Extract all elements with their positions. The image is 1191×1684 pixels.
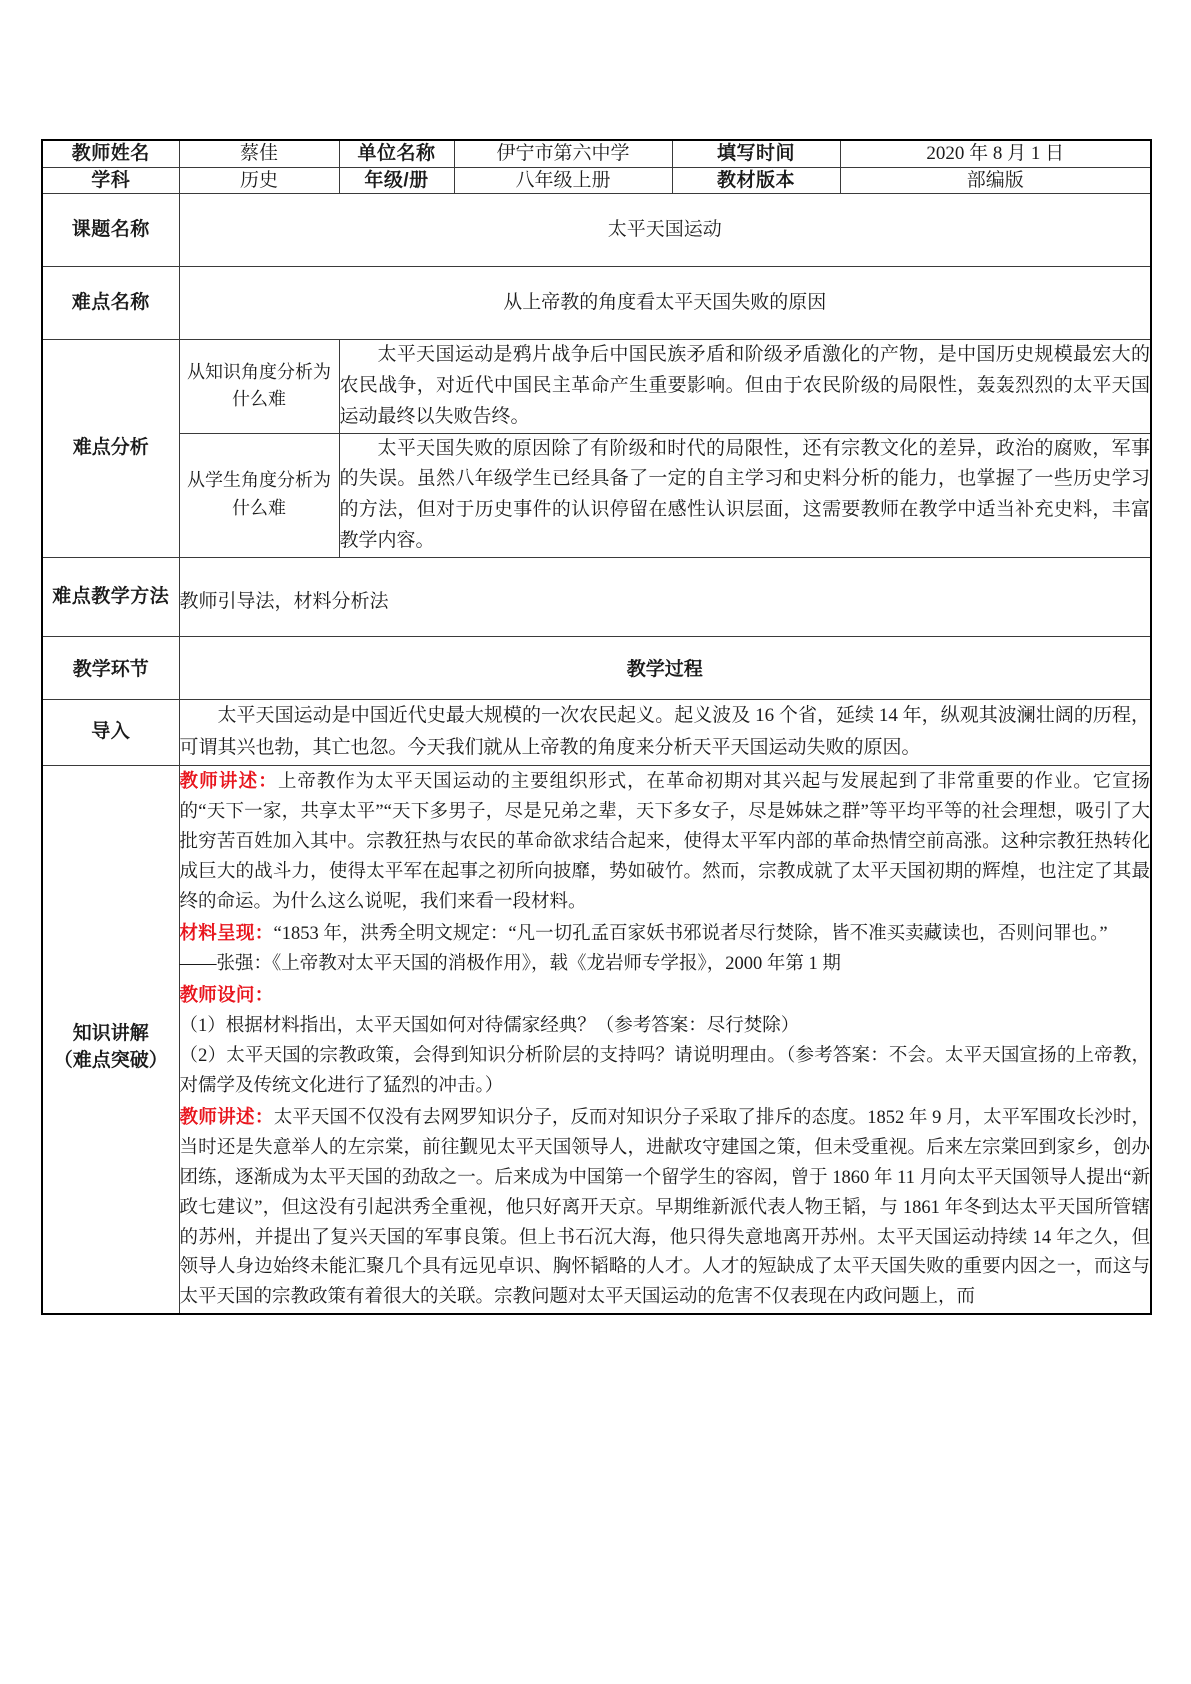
knowledge-paragraph xyxy=(180,766,1151,918)
table-row-teaching-method xyxy=(42,557,1151,636)
topic-label: 课题名称 xyxy=(42,194,179,267)
knowledge-paragraph xyxy=(180,950,1151,980)
paragraph-text: ——张强：《上帝教对太平天国的消极作用》，载《龙岩师专学报》，2000 年第 1 期 xyxy=(179,953,841,974)
fill-time-value: 2020 年 8 月 1 日 xyxy=(840,140,1151,167)
subject-label: 学科 xyxy=(42,167,179,194)
knowledge-explain-label-line2: （难点突破） xyxy=(53,1049,168,1071)
grade-volume-value: 八年级上册 xyxy=(454,167,672,194)
table-row-topic xyxy=(42,194,1151,267)
knowledge-paragraph xyxy=(180,1012,1151,1042)
table-row-subject-info xyxy=(42,167,1151,194)
textbook-version-value: 部编版 xyxy=(840,167,1151,194)
knowledge-explain-content xyxy=(179,765,1151,1314)
table-row-difficulty-name xyxy=(42,267,1151,340)
paragraph: 太平天国运动是鸦片战争后中国民族矛盾和阶级矛盾激化的产物，是中国历史规模最宏大的农民战争，对近代中国民主革命产生重要影响。但由于农民阶级的局限性，轰轰烈烈的太平天国运动最终以失败告终。 xyxy=(339,344,1150,427)
paragraph-tag: 教师讲述： xyxy=(179,769,278,791)
grade-volume-label: 年级/册 xyxy=(339,167,454,194)
knowledge-explain-blocks xyxy=(180,766,1151,1313)
knowledge-paragraph xyxy=(180,1042,1151,1102)
paragraph-text: “1853 年，洪秀全明文规定：“凡一切孔孟百家妖书邪说者尽行焚除，皆不准买卖藏读也，否则问罪也。” xyxy=(273,923,1108,944)
textbook-version-label: 教材版本 xyxy=(672,167,840,194)
table-row-difficulty-analysis-student xyxy=(42,433,1151,557)
knowledge-paragraph xyxy=(180,1102,1151,1314)
difficulty-name-label: 难点名称 xyxy=(42,267,179,340)
paragraph-text: （2）太平天国的宗教政策，会得到知识分析阶层的支持吗？请说明理由。（参考答案：不会。太平天国宣扬的上帝教，对儒学及传统文化进行了猛烈的冲击。） xyxy=(179,1045,1150,1096)
difficulty-analysis-label: 难点分析 xyxy=(42,340,179,557)
teacher-name-label: 教师姓名 xyxy=(42,140,179,167)
unit-name-label: 单位名称 xyxy=(339,140,454,167)
table-row-difficulty-analysis-knowledge xyxy=(42,340,1151,433)
introduction-label: 导入 xyxy=(42,699,179,765)
paragraph: 太平天国失败的原因除了有阶级和时代的局限性，还有宗教文化的差异，政治的腐败，军事的失误。虽然八年级学生已经具备了一定的自主学习和史料分析的能力，也掌握了一些历史学习的方法，但对于历史事件的认识停留在感性认识层面，这需要教师在教学中适当补充史料，丰富教学内容。 xyxy=(339,437,1150,551)
teaching-method-label: 难点教学方法 xyxy=(42,557,179,636)
teaching-process-label: 教学过程 xyxy=(179,636,1151,699)
knowledge-explain-label-line1: 知识讲解 xyxy=(72,1023,149,1045)
teaching-stage-label: 教学环节 xyxy=(42,636,179,699)
paragraph-tag: 教师设问： xyxy=(179,983,274,1005)
difficulty-analysis-sub-label-knowledge: 从知识角度分析为什么难 xyxy=(179,340,339,433)
table-row-introduction xyxy=(42,699,1151,765)
paragraph: 太平天国运动是中国近代史最大规模的一次农民起义。起义波及 16 个省，延续 14 年，纵观其波澜壮阔的历程，可谓其兴也勃，其亡也忽。今天我们就从上帝教的角度来分析天平天国运动失败的原因。 xyxy=(179,704,1150,759)
unit-name-value: 伊宁市第六中学 xyxy=(454,140,672,167)
table-row-process-header xyxy=(42,636,1151,699)
paragraph-text: 太平天国不仅没有去网罗知识分子，反而对知识分子采取了排斥的态度。1852 年 9 月，太平军围攻长沙时，当时还是失意举人的左宗棠，前往觐见太平天国领导人，进献攻守建国之策，但未受重视。后来左宗棠回到家乡，创办团练，逐渐成为太平天国的劲敌之一。后来成为中国第一个留学生的容闳，曾于 1860 年 11 月向太平天国领导人提出“新政七建议”，但这没有引起洪秀全重视，他只好离开天京。早期维新派代表人物王韬，与 1861 年冬到达太平天国所管辖的苏州，并提出了复兴天国的军事良策。但上书石沉大海，他只得失意地离开苏州。太平天国运动持续 14 年之久，但领导人身边始终未能汇聚几个具有远见卓识、胸怀韬略的人才。人才的短缺成了太平天国失败的重要内因之一，而这与太平天国的宗教政策有着很大的关联。宗教问题对太平天国运动的危害不仅表现在内政问题上，而 xyxy=(179,1107,1150,1308)
introduction-text xyxy=(179,699,1151,765)
knowledge-explain-label xyxy=(42,765,179,1314)
paragraph-text: 上帝教作为太平天国运动的主要组织形式，在革命初期对其兴起与发展起到了非常重要的作业。它宣扬的“天下一家，共享太平”“天下多男子，尽是兄弟之辈，天下多女子，尽是姊妹之群”等平均平等的社会理想，吸引了大批穷苦百姓加入其中。宗教狂热与农民的革命欲求结合起来，使得太平军内部的革命热情空前高涨。这种宗教狂热转化成巨大的战斗力，使得太平军在起事之初所向披靡，势如破竹。然而，宗教成就了太平天国初期的辉煌，也注定了其最终的命运。为什么这么说呢，我们来看一段材料。 xyxy=(179,771,1150,912)
paragraph-text: （1）根据材料指出，太平天国如何对待儒家经典？（参考答案：尽行焚除） xyxy=(179,1015,800,1036)
paragraph-tag: 教师讲述： xyxy=(179,1105,274,1127)
table-row-teacher-info xyxy=(42,140,1151,167)
paragraph-tag: 材料呈现： xyxy=(179,921,274,943)
subject-value: 历史 xyxy=(179,167,339,194)
difficulty-analysis-sub-label-student: 从学生角度分析为什么难 xyxy=(179,433,339,557)
table-row-knowledge-explain xyxy=(42,765,1151,1314)
teaching-method-value: 教师引导法，材料分析法 xyxy=(179,557,1151,636)
difficulty-analysis-text-knowledge xyxy=(339,340,1151,433)
topic-value: 太平天国运动 xyxy=(179,194,1151,267)
lesson-plan-table xyxy=(41,139,1152,1315)
difficulty-name-value: 从上帝教的角度看太平天国失败的原因 xyxy=(179,267,1151,340)
difficulty-analysis-text-student xyxy=(339,433,1151,557)
teacher-name-value: 蔡佳 xyxy=(179,140,339,167)
fill-time-label: 填写时间 xyxy=(672,140,840,167)
knowledge-paragraph xyxy=(180,918,1151,950)
knowledge-paragraph xyxy=(180,980,1151,1012)
